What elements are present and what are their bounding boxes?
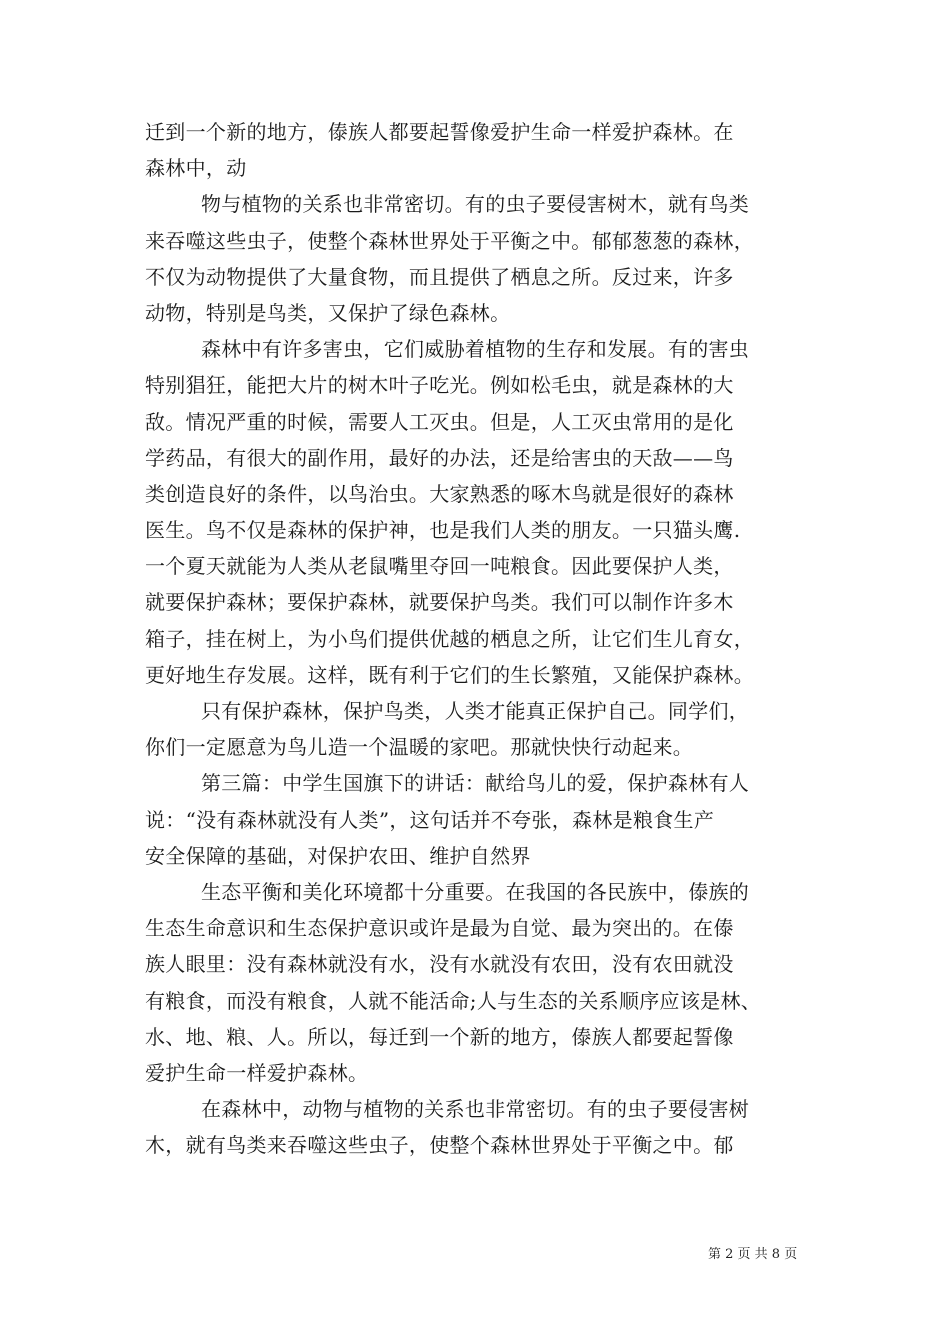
text-line: 第三篇：中学生国旗下的讲话：献给鸟儿的爱，保护森林有人 (201, 771, 750, 796)
text-line: 学药品，有很大的副作用，最好的办法，还是给害虫的天敌——鸟 (145, 445, 734, 470)
text-line: 医生。鸟不仅是森林的保护神，也是我们人类的朋友。一只猫头鹰. (145, 518, 741, 543)
text-line: 森林中有许多害虫，它们威胁着植物的生存和发展。有的害虫 (201, 337, 750, 362)
text-line: 生态平衡和美化环境都十分重要。在我国的各民族中，傣族的 (201, 879, 750, 904)
text-line: 爱护生命一样爱护森林。 (145, 1060, 369, 1085)
text-line: 森林中，动 (145, 156, 247, 181)
text-line: 有粮食，而没有粮食，人就不能活命;人与生态的关系顺序应该是林、 (145, 988, 762, 1013)
text-line: 不仅为动物提供了大量食物，而且提供了栖息之所。反过来，许多 (145, 264, 734, 289)
text-line: 你们一定愿意为鸟儿造一个温暖的家吧。那就快快行动起来。 (145, 735, 694, 760)
text-line: 更好地生存发展。这样，既有利于它们的生长繁殖，又能保护森林。 (145, 662, 754, 687)
document-body (145, 114, 810, 1163)
text-line: 说：“没有森林就没有人类”，这句话并不夸张，森林是粮食生产 (145, 807, 715, 832)
text-line: 水、地、粮、人。所以，每迁到一个新的地方，傣族人都要起誓像 (145, 1024, 734, 1049)
text-line: 安全保障的基础，对保护农田、维护自然界 (145, 843, 531, 868)
text-line: 类创造良好的条件，以鸟治虫。大家熟悉的啄木鸟就是很好的森林 (145, 481, 734, 506)
text-line: 物与植物的关系也非常密切。有的虫子要侵害树木，就有鸟类 (201, 192, 750, 217)
text-line: 木，就有鸟类来吞噬这些虫子，使整个森林世界处于平衡之中。郁 (145, 1133, 734, 1158)
text-line: 特别猖狂，能把大片的树木叶子吃光。例如松毛虫，就是森林的大 (145, 373, 734, 398)
text-line: 一个夏天就能为人类从老鼠嘴里夺回一吨粮食。因此要保护人类， (145, 554, 734, 579)
text-line: 来吞噬这些虫子，使整个森林世界处于平衡之中。郁郁葱葱的森林， (145, 228, 754, 253)
text-line: 族人眼里：没有森林就没有水，没有水就没有农田，没有农田就没 (145, 952, 734, 977)
page-number: 第 2 页 共 8 页 (708, 1247, 798, 1262)
text-line: 迁到一个新的地方，傣族人都要起誓像爱护生命一样爱护森林。在 (145, 120, 734, 144)
text-line: 动物，特别是鸟类，又保护了绿色森林。 (145, 300, 511, 325)
text-line: 箱子，挂在树上，为小鸟们提供优越的栖息之所，让它们生儿育女， (145, 626, 754, 651)
text-line: 就要保护森林；要保护森林，就要保护鸟类。我们可以制作许多木 (145, 590, 734, 615)
text-line: 敌。情况严重的时候，需要人工灭虫。但是，人工灭虫常用的是化 (145, 409, 734, 434)
text-line: 在森林中，动物与植物的关系也非常密切。有的虫子要侵害树 (201, 1097, 750, 1122)
text-line: 生态生命意识和生态保护意识或许是最为自觉、最为突出的。在傣 (145, 916, 734, 941)
text-line: 只有保护森林，保护鸟类，人类才能真正保护自己。同学们， (201, 699, 750, 723)
